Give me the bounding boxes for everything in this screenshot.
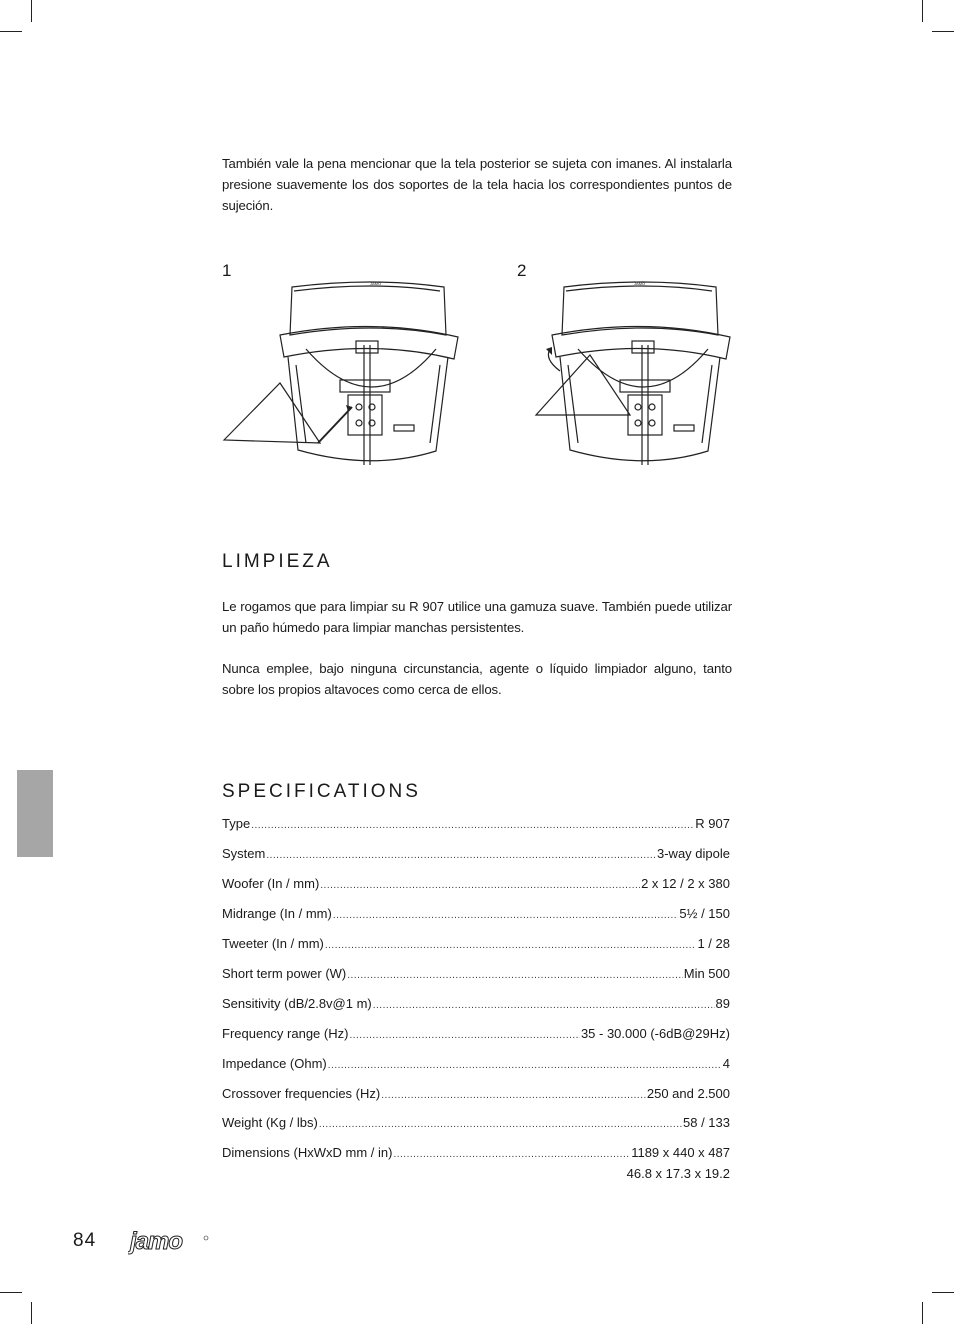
figure-number-1: 1 — [222, 261, 232, 280]
spec-value: 5½ / 150 — [679, 906, 730, 921]
spec-label: Woofer (In / mm) — [222, 876, 320, 891]
crop-mark — [922, 0, 923, 22]
spec-label: Frequency range (Hz) — [222, 1026, 349, 1041]
spec-row-power — [222, 966, 730, 984]
figure-number-2: 2 — [517, 261, 527, 280]
spec-label: Type — [222, 816, 251, 831]
speaker-illustration-1 — [222, 275, 462, 475]
spec-value: 2 x 12 / 2 x 380 — [641, 876, 730, 891]
jamo-logo — [128, 1229, 210, 1255]
spec-row-impedance — [222, 1056, 730, 1074]
crop-mark — [31, 1302, 32, 1324]
spec-dimensions-inches: 46.8 x 17.3 x 19.2 — [626, 1166, 730, 1181]
page-number: 84 — [73, 1230, 97, 1251]
spec-value: 58 / 133 — [683, 1115, 730, 1130]
spec-value: 35 - 30.000 (-6dB@29Hz) — [580, 1026, 730, 1041]
spec-label: Dimensions (HxWxD mm / in) — [222, 1145, 393, 1160]
intro-paragraph: También vale la pena mencionar que la tela posterior se sujeta con imanes. Al instalarla presione suavemente los dos soportes de la tela hacia los correspondientes puntos de sujeción. — [222, 156, 732, 213]
spec-row-woofer — [222, 876, 730, 894]
crop-mark — [922, 1302, 923, 1324]
spec-value: Min 500 — [683, 966, 730, 981]
spec-row-frequency — [222, 1026, 730, 1044]
crop-mark — [31, 0, 32, 22]
section-tab-marker — [17, 770, 53, 857]
crop-mark — [932, 31, 954, 32]
logo-wordmark: jamo — [130, 1229, 183, 1255]
spec-value: 1189 x 440 x 487 — [631, 1145, 730, 1160]
spec-value: 250 and 2.500 — [646, 1086, 730, 1101]
spec-row-midrange — [222, 906, 730, 924]
spec-row-dimensions — [222, 1145, 730, 1163]
speaker-illustration-2 — [534, 275, 744, 475]
cleaning-paragraph-1: Le rogamos que para limpiar su R 907 utilice una gamuza suave. También puede utilizar un paño húmedo para limpiar manchas persistentes. — [222, 599, 732, 635]
spec-label: Short term power (W) — [222, 966, 347, 981]
spec-label: System — [222, 846, 266, 861]
crop-mark — [0, 31, 22, 32]
spec-label: Midrange (In / mm) — [222, 906, 332, 921]
spec-row-system — [222, 846, 730, 864]
spec-row-crossover — [222, 1086, 730, 1104]
spec-label: Sensitivity (dB/2.8v@1 m) — [222, 996, 372, 1011]
crop-mark — [0, 1292, 22, 1293]
svg-text:JAMO: JAMO — [634, 281, 646, 286]
cleaning-paragraph-2: Nunca emplee, bajo ninguna circunstancia, agente o líquido limpiador alguno, tanto sobre los propios altavoces como cerca de ellos. — [222, 661, 732, 697]
spec-row-weight — [222, 1115, 730, 1133]
spec-label: Impedance (Ohm) — [222, 1056, 327, 1071]
spec-row-sensitivity — [222, 996, 730, 1014]
spec-row-type — [222, 816, 730, 834]
spec-value: R 907 — [695, 816, 730, 831]
cleaning-heading: LIMPIEZA — [222, 551, 333, 572]
spec-value: 4 — [722, 1056, 730, 1071]
specifications-heading: SPECIFICATIONS — [222, 781, 421, 802]
spec-row-tweeter — [222, 936, 730, 954]
spec-label: Tweeter (In / mm) — [222, 936, 324, 951]
spec-value: 3-way dipole — [657, 846, 730, 861]
crop-mark — [932, 1292, 954, 1293]
spec-value: 1 / 28 — [697, 936, 730, 951]
spec-label: Crossover frequencies (Hz) — [222, 1086, 381, 1101]
spec-label: Weight (Kg / lbs) — [222, 1115, 318, 1130]
svg-text:JAMO: JAMO — [370, 281, 382, 286]
spec-value: 89 — [715, 996, 730, 1011]
